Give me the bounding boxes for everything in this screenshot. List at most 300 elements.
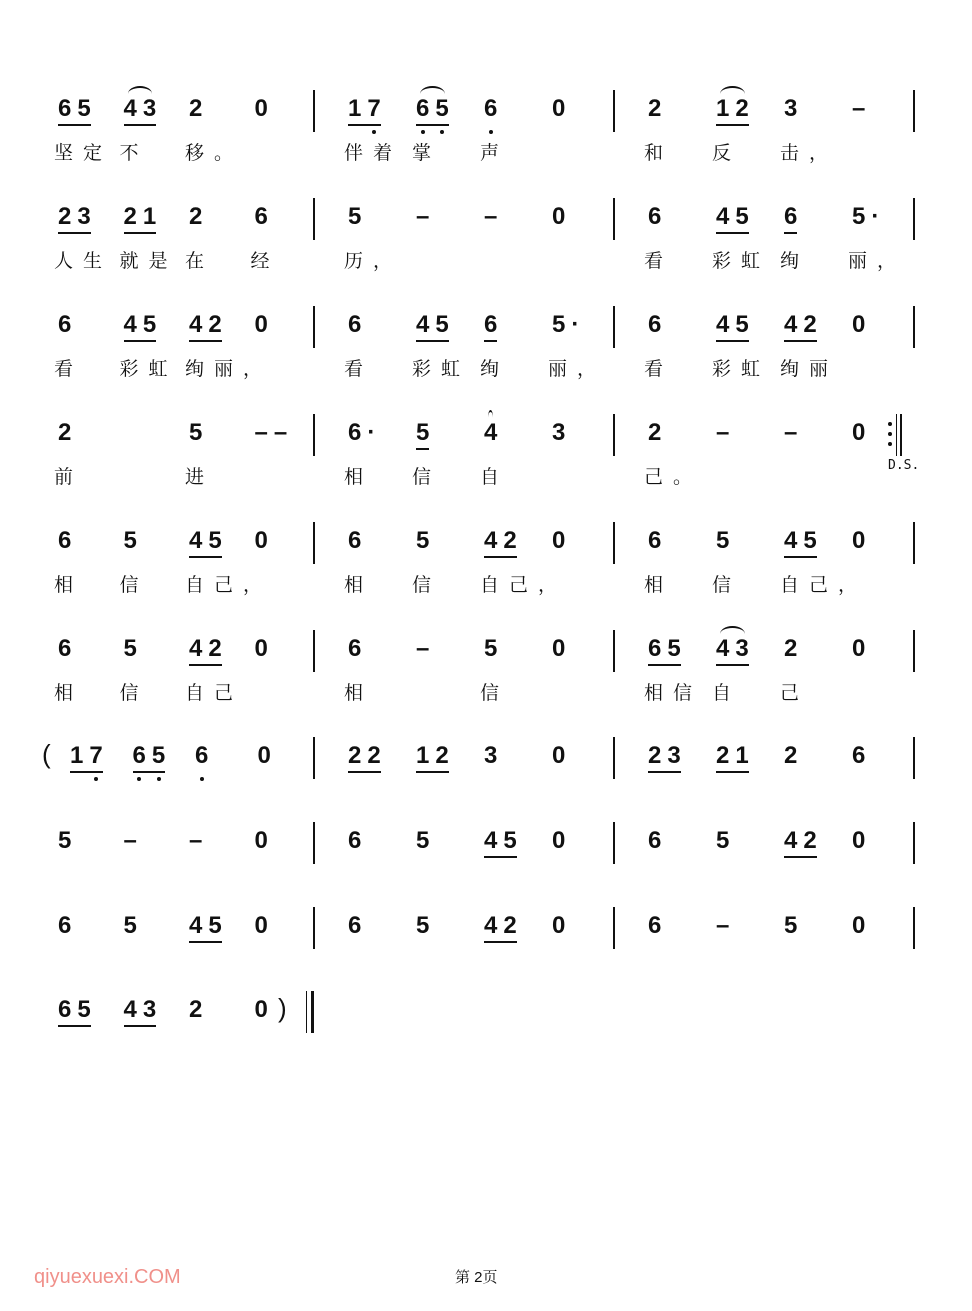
note: 0 (852, 527, 866, 554)
note: 0 (254, 527, 268, 554)
lyric: 己 (780, 682, 810, 704)
note-group (852, 913, 865, 941)
beat-slot (50, 907, 116, 997)
note-group (852, 96, 865, 124)
lyric: 掌 (412, 142, 442, 164)
note-group (484, 420, 497, 448)
note-group (189, 420, 202, 448)
beat-slot (340, 522, 408, 612)
note: 4 (484, 527, 498, 554)
note: 4 (784, 827, 798, 854)
note: 0 (552, 527, 566, 554)
note-group (648, 420, 661, 448)
note: 5 (208, 912, 222, 939)
note: 0 (552, 827, 566, 854)
note: 4 (123, 996, 137, 1023)
beat-slot (116, 991, 182, 1081)
note-group (189, 96, 202, 124)
note: 5 (435, 96, 448, 122)
lyric: 丽， (848, 250, 907, 272)
note-group (348, 636, 361, 664)
note: 4 (416, 311, 430, 338)
note: 4 (484, 419, 498, 446)
barline (913, 907, 915, 949)
note-group (58, 420, 71, 448)
note: 1 (735, 742, 749, 769)
note: 6 (195, 743, 208, 769)
beat-slot (181, 630, 247, 720)
measure (340, 90, 612, 180)
barline (613, 822, 615, 864)
measure (640, 90, 912, 180)
beat-slot (340, 414, 408, 504)
note: 6 (648, 527, 662, 554)
note: – (852, 95, 866, 122)
note: 4 (123, 311, 137, 338)
note: 2 (503, 527, 517, 554)
beat-slot (776, 90, 844, 180)
note: 6 (348, 827, 362, 854)
note-group (133, 743, 166, 773)
note: 0 (552, 203, 566, 230)
low-octave-dot (489, 130, 493, 134)
note-group (189, 528, 222, 558)
note: 5 (667, 635, 681, 662)
note-group (416, 828, 429, 856)
barline (913, 630, 915, 672)
note-group (124, 528, 137, 556)
final-barline (311, 991, 314, 1033)
score-row (0, 522, 972, 612)
beat-slot (844, 630, 912, 720)
note-group (552, 743, 565, 771)
note: 4 (784, 527, 798, 554)
beat-slot (640, 198, 708, 288)
note-group (552, 204, 565, 232)
note-group (348, 528, 361, 556)
lyric: 信 (480, 682, 510, 704)
measure (340, 522, 612, 612)
measure (340, 198, 612, 288)
note: 2 (348, 742, 362, 769)
barline (613, 306, 615, 348)
note-group (124, 636, 137, 664)
note: 6 (58, 635, 72, 662)
beat-slot (544, 306, 612, 396)
beat-slot (116, 630, 182, 720)
score-row (0, 630, 972, 720)
note-group (124, 828, 137, 856)
lyric: 自 (712, 682, 742, 704)
note-group (348, 96, 381, 126)
note-group (648, 636, 681, 666)
barline (313, 822, 315, 864)
note-group (58, 312, 71, 340)
beat-slot (476, 630, 544, 720)
score-row (0, 414, 972, 504)
note-group (784, 96, 797, 124)
note-group (852, 743, 865, 771)
beat-slot (50, 198, 116, 288)
beat-slot (247, 414, 313, 504)
note-group (648, 828, 661, 856)
beat-slot (708, 822, 776, 912)
note-group (416, 312, 449, 342)
note: · (871, 203, 880, 230)
beat-slot (408, 822, 476, 912)
note-group (70, 743, 103, 773)
note-group (716, 913, 729, 941)
barline (313, 198, 315, 240)
note: 6 (58, 996, 72, 1023)
note-group (58, 204, 91, 234)
score-row (0, 822, 972, 912)
lyric: 自己 (185, 682, 244, 704)
lyric: 进 (185, 466, 215, 488)
note: 6 (648, 827, 662, 854)
barline (613, 737, 615, 779)
note-group (124, 997, 157, 1027)
note: 4 (484, 827, 498, 854)
note-group (716, 828, 729, 856)
note-group (189, 636, 222, 666)
note-group (484, 96, 497, 124)
beat-slot (247, 306, 313, 396)
lyric: 彩虹 (412, 358, 471, 380)
score-row (0, 306, 972, 396)
beat-slot (247, 522, 313, 612)
note-group (189, 828, 202, 856)
note: 6 (648, 912, 662, 939)
note: 4 (123, 95, 137, 122)
beat-slot (50, 630, 116, 720)
note: 6 (648, 635, 662, 662)
lyric: 看 (54, 358, 84, 380)
note: – (716, 912, 730, 939)
measure (340, 737, 612, 827)
beat-slot (476, 737, 544, 827)
note-group (189, 312, 222, 342)
beat-slot (640, 90, 708, 180)
note: 6 (58, 311, 72, 338)
note: 5 (416, 419, 430, 446)
lyric: 经 (250, 250, 280, 272)
beat-slot (340, 630, 408, 720)
beat-slot (340, 306, 408, 396)
barline (313, 522, 315, 564)
note: 4 (189, 311, 203, 338)
low-octave-dot (372, 130, 376, 134)
note: 4 (484, 912, 498, 939)
note-group (716, 636, 749, 666)
note-group (648, 743, 681, 773)
lyric: 丽， (548, 358, 607, 380)
note: 6 (852, 742, 866, 769)
lyric: 绚丽 (780, 358, 839, 380)
note-group (552, 528, 565, 556)
lyric: 绚 (480, 358, 510, 380)
lyric: 自己， (780, 574, 868, 596)
lyric: 反 (712, 142, 742, 164)
barline (913, 822, 915, 864)
lyric: 信 (412, 466, 442, 488)
repeat-end-barline (900, 414, 902, 456)
note: 6 (484, 96, 497, 122)
lyric: 信 (712, 574, 742, 596)
note-group (189, 997, 202, 1025)
lyric: 移。 (185, 142, 244, 164)
beat-slot (181, 907, 247, 997)
note: 3 (735, 635, 749, 662)
measure (640, 630, 912, 720)
beat-slot (544, 414, 612, 504)
note: · (367, 419, 376, 446)
lyric: 伴着 (344, 142, 403, 164)
note-group (716, 420, 729, 448)
beat-slot (640, 907, 708, 997)
barline (313, 90, 315, 132)
note: 1 (142, 203, 157, 230)
final-barline (306, 991, 307, 1033)
note: 6 (348, 912, 362, 939)
note: 7 (89, 743, 102, 769)
tie-arc (128, 86, 153, 102)
measure (50, 907, 312, 997)
lyric: 信 (119, 574, 149, 596)
lyric: 人生 (54, 250, 113, 272)
note: 5 (716, 527, 730, 554)
measure (640, 306, 912, 396)
note: 5 (735, 311, 749, 338)
note-group (484, 312, 497, 342)
beat-slot (408, 737, 476, 827)
note: 1 (348, 95, 362, 122)
low-octave-dot (157, 777, 161, 781)
note-group (484, 828, 517, 858)
beat-slot (50, 822, 116, 912)
note: 6 (484, 311, 498, 338)
measure (640, 414, 912, 504)
note: 6 (58, 95, 72, 122)
note: 5 (142, 311, 157, 338)
note: · (571, 311, 580, 338)
note-group (716, 96, 749, 126)
beat-slot (181, 90, 247, 180)
beat-slot (776, 907, 844, 997)
note: 2 (648, 95, 662, 122)
barline (613, 198, 615, 240)
beat-slot (776, 198, 844, 288)
note: 5 (123, 527, 137, 554)
note-group (552, 96, 565, 124)
note-group (255, 312, 268, 340)
barline (613, 630, 615, 672)
note-group (484, 913, 517, 943)
barline (913, 306, 915, 348)
beat-slot (544, 630, 612, 720)
note-group (58, 828, 71, 856)
open-parenthesis: ( (42, 739, 51, 769)
beat-slot (250, 737, 313, 827)
note-group (552, 913, 565, 941)
note: 5 (552, 311, 566, 338)
lyric: 不 (119, 142, 149, 164)
beat-slot (408, 198, 476, 288)
note: 5 (735, 203, 749, 230)
barline (613, 414, 615, 456)
beat-slot (116, 907, 182, 997)
beat-slot (116, 414, 182, 504)
note: 3 (784, 95, 798, 122)
note-group (348, 743, 381, 773)
lyric: 信 (412, 574, 442, 596)
note-group (255, 420, 288, 448)
note: 1 (416, 742, 430, 769)
beat-slot (844, 306, 912, 396)
note-group (852, 420, 865, 448)
note-group (784, 204, 797, 234)
lyric: 看 (344, 358, 374, 380)
beat-slot (50, 90, 116, 180)
measure (340, 630, 612, 720)
beat-slot (181, 822, 247, 912)
note-group (416, 636, 429, 664)
lyric: 相 (54, 682, 84, 704)
repeat-dot (888, 442, 892, 446)
beat-slot (776, 414, 844, 504)
note-group (58, 913, 71, 941)
repeat-dot (888, 432, 892, 436)
note-group (784, 913, 797, 941)
note: 2 (208, 311, 222, 338)
lyric: 彩虹 (712, 250, 771, 272)
note: 5 (852, 203, 866, 230)
note: – (416, 635, 430, 662)
note: 4 (189, 527, 203, 554)
site-watermark-logo: qiyuexuexi.COM (34, 1266, 181, 1288)
note-group (648, 312, 661, 340)
barline (313, 737, 315, 779)
tie-arc (720, 626, 745, 642)
beat-slot (340, 737, 408, 827)
barline (613, 907, 615, 949)
beat-slot (247, 90, 313, 180)
note-group (348, 204, 361, 232)
lyric: 彩虹 (712, 358, 771, 380)
note: 6 (648, 203, 662, 230)
note: 5 (58, 827, 72, 854)
score-row (0, 737, 972, 827)
note: 5 (152, 743, 165, 769)
note: 5 (416, 827, 430, 854)
note-group (648, 204, 661, 232)
beat-slot (776, 822, 844, 912)
beat-slot (340, 90, 408, 180)
lyric: 相 (54, 574, 84, 596)
beat-slot (708, 414, 776, 504)
measure (50, 522, 312, 612)
note-group (416, 420, 429, 450)
note-group (416, 204, 429, 232)
note-group (484, 204, 497, 232)
beat-slot (408, 522, 476, 612)
tie-arc (420, 86, 445, 102)
beat-slot (844, 522, 912, 612)
repeat-end-barline (896, 414, 897, 456)
note: 6 (58, 912, 72, 939)
note: 2 (716, 742, 730, 769)
note: 0 (852, 311, 866, 338)
beat-slot (708, 907, 776, 997)
lyric: 自己， (480, 574, 568, 596)
note: 0 (552, 912, 566, 939)
measure (640, 737, 912, 827)
note: 5 (77, 996, 91, 1023)
note: 0 (852, 912, 866, 939)
measure (340, 822, 612, 912)
note: 2 (189, 203, 203, 230)
beat-slot (181, 522, 273, 612)
note-group (348, 913, 361, 941)
note: 1 (716, 95, 730, 122)
note: 6 (348, 635, 362, 662)
note-group (348, 312, 361, 340)
lyric: 击， (780, 142, 839, 164)
note: 2 (189, 95, 203, 122)
note: 2 (58, 419, 72, 446)
page-number: 第 2页 (455, 1269, 498, 1286)
note: 0 (254, 95, 268, 122)
note: 5 (784, 912, 798, 939)
note: 5 (77, 95, 91, 122)
beat-slot (125, 737, 188, 827)
barline (313, 907, 315, 949)
note-group (348, 420, 375, 448)
note: – (123, 827, 137, 854)
note: – (416, 203, 430, 230)
score-row (0, 198, 972, 288)
note: 2 (208, 635, 222, 662)
low-octave-dot (200, 777, 204, 781)
note: 5 (484, 635, 498, 662)
note-group (58, 636, 71, 664)
note-group (255, 913, 268, 941)
note: – (716, 419, 730, 446)
note: 0 (254, 635, 268, 662)
measure (640, 907, 912, 997)
measure (640, 522, 912, 612)
beat-slot (640, 522, 708, 612)
note: 0 (852, 827, 866, 854)
beat-slot (476, 822, 544, 912)
note: 2 (784, 742, 798, 769)
note: 3 (484, 742, 498, 769)
note: 6 (348, 419, 362, 446)
note: 5 (416, 912, 430, 939)
beat-slot (181, 414, 247, 504)
note: 6 (348, 311, 362, 338)
barline (613, 522, 615, 564)
note-group (124, 204, 157, 234)
note-group (648, 528, 661, 556)
beat-slot (340, 907, 408, 997)
low-octave-dot (421, 130, 425, 134)
note-group (552, 636, 565, 664)
beat-slot (544, 822, 612, 912)
measure (50, 90, 312, 180)
note: 5 (123, 635, 137, 662)
note: 4 (716, 635, 730, 662)
